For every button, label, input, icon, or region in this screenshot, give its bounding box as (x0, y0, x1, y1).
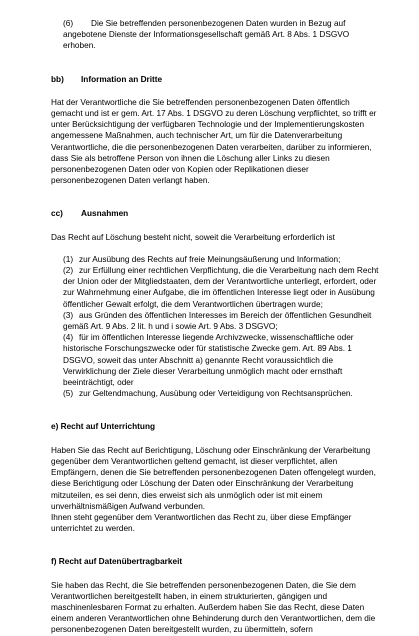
list-item (51, 388, 381, 399)
section-title: Information an Dritte (81, 74, 163, 84)
section-e-body: Haben Sie das Recht auf Berichtigung, Löschung oder Einschränkung der Verarbeitung gegenüber dem Verantwortlichen geltend gemacht, ist dieser verpflichtet, allen Empfängern, denen die Sie betreffenden personenbezogenen Daten offengelegt wurden, diese Berichtigung oder Löschung der Daten oder Einschränkung der Verarbeitung mitzuteilen, es sei denn, dies erweist sich als unmöglich oder ist mit einem unverhältnismäßigen Aufwand verbunden. (51, 445, 376, 511)
exceptions-list (51, 254, 381, 400)
section-bb-heading (51, 74, 381, 85)
section-f-heading: f) Recht auf Datenübertragbarkeit (51, 557, 183, 567)
list-item (51, 332, 381, 388)
section-label: cc) (51, 209, 63, 219)
list-text: zur Erfüllung einer rechtlichen Verpflichtung, die die Verarbeitung nach dem Recht der Union oder der Mitgliedstaaten, dem der Verantwortliche unterliegt, erfordert, oder zur Wahrnehmung einer Aufgabe, die im öffentlichen Interesse liegt oder in Ausübung öffentlicher Gewalt erfolgt, die dem Verantwortlichen übertragen wurde; (63, 266, 379, 309)
list-number: (1) (63, 254, 74, 264)
list-number: (5) (63, 389, 74, 399)
list-number: (2) (63, 266, 74, 276)
list-number: (3) (63, 310, 74, 320)
section-title: Ausnahmen (81, 209, 129, 219)
section-f-body: Sie haben das Recht, die Sie betreffenden personenbezogenen Daten, die Sie dem Verantwortlichen bereitgestellt haben, in einem strukturierten, gängigen und maschinenlesbaren Format zu erhalten. Außerdem haben Sie das Recht, diese Daten einem anderen Verantwortlichen ohne Behinderung durch den Verantwortlichen, dem die personenbezogenen Daten bereitgestellt wurden, zu übermitteln, sofern (51, 580, 376, 635)
list-number: (4) (63, 333, 74, 343)
section-cc-intro: Das Recht auf Löschung besteht nicht, soweit die Verarbeitung erforderlich ist (51, 232, 335, 242)
section-e-heading: e) Recht auf Unterrichtung (51, 422, 156, 432)
list-item (51, 254, 381, 265)
list-text: zur Geltendmachung, Ausübung oder Verteidigung von Rechtsansprüchen. (79, 389, 353, 399)
list-text: aus Gründen des öffentlichen Interesses im Bereich der öffentlichen Gesundheit gemäß Art. 9 Abs. 2 lit. h und i sowie Art. 9 Abs. 3 DSGVO; (63, 310, 372, 332)
list-text: zur Ausübung des Rechts auf freie Meinungsäußerung und Information; (79, 254, 341, 264)
section-cc-heading (51, 208, 381, 219)
list-number: (6) (63, 19, 74, 28)
list-text: für im öffentlichen Interesse liegende Archivzwecke, wissenschaftliche oder historische Forschungszwecke oder für statistische Zwecke gem. Art. 89 Abs. 1 DSGVO, soweit das unter Abschnitt a) genannte Recht voraussichtlich die Verwirklichung der Ziele dieser Verarbeitung unmöglich macht oder ernsthaft beeinträchtigt, oder (63, 333, 354, 388)
section-label: bb) (51, 74, 64, 84)
list-item (51, 310, 381, 332)
list-item (51, 265, 381, 310)
section-bb-body: Hat der Verantwortliche die Sie betreffenden personenbezogenen Daten öffentlich gemacht und ist er gem. Art. 17 Abs. 1 DSGVO zu deren Löschung verpflichtet, so trifft er unter Berücksichtigung der verfügbaren Technologie und der Implementierungskosten angemessene Maßnahmen, auch technischer Art, um für die Datenverarbeitung Verantwortliche, die die personenbezogenen Daten verarbeiten, darüber zu informieren, dass Sie als betroffene Person von ihnen die Löschung aller Links zu diesen personenbezogenen Daten oder von Kopien oder Replikationen dieser personenbezogenen Daten verlangt haben. (51, 97, 377, 186)
section-e-body-2: Ihnen steht gegenüber dem Verantwortlichen das Recht zu, über diese Empfänger unterrichtet zu werden. (51, 512, 352, 534)
intro-list-item (51, 18, 381, 52)
list-text: Die Sie betreffenden personenbezogenen Daten wurden in Bezug auf angebotene Dienste der Informationsgesellschaft gemäß Art. 8 Abs. 1 DSGVO erhoben. (63, 19, 350, 51)
